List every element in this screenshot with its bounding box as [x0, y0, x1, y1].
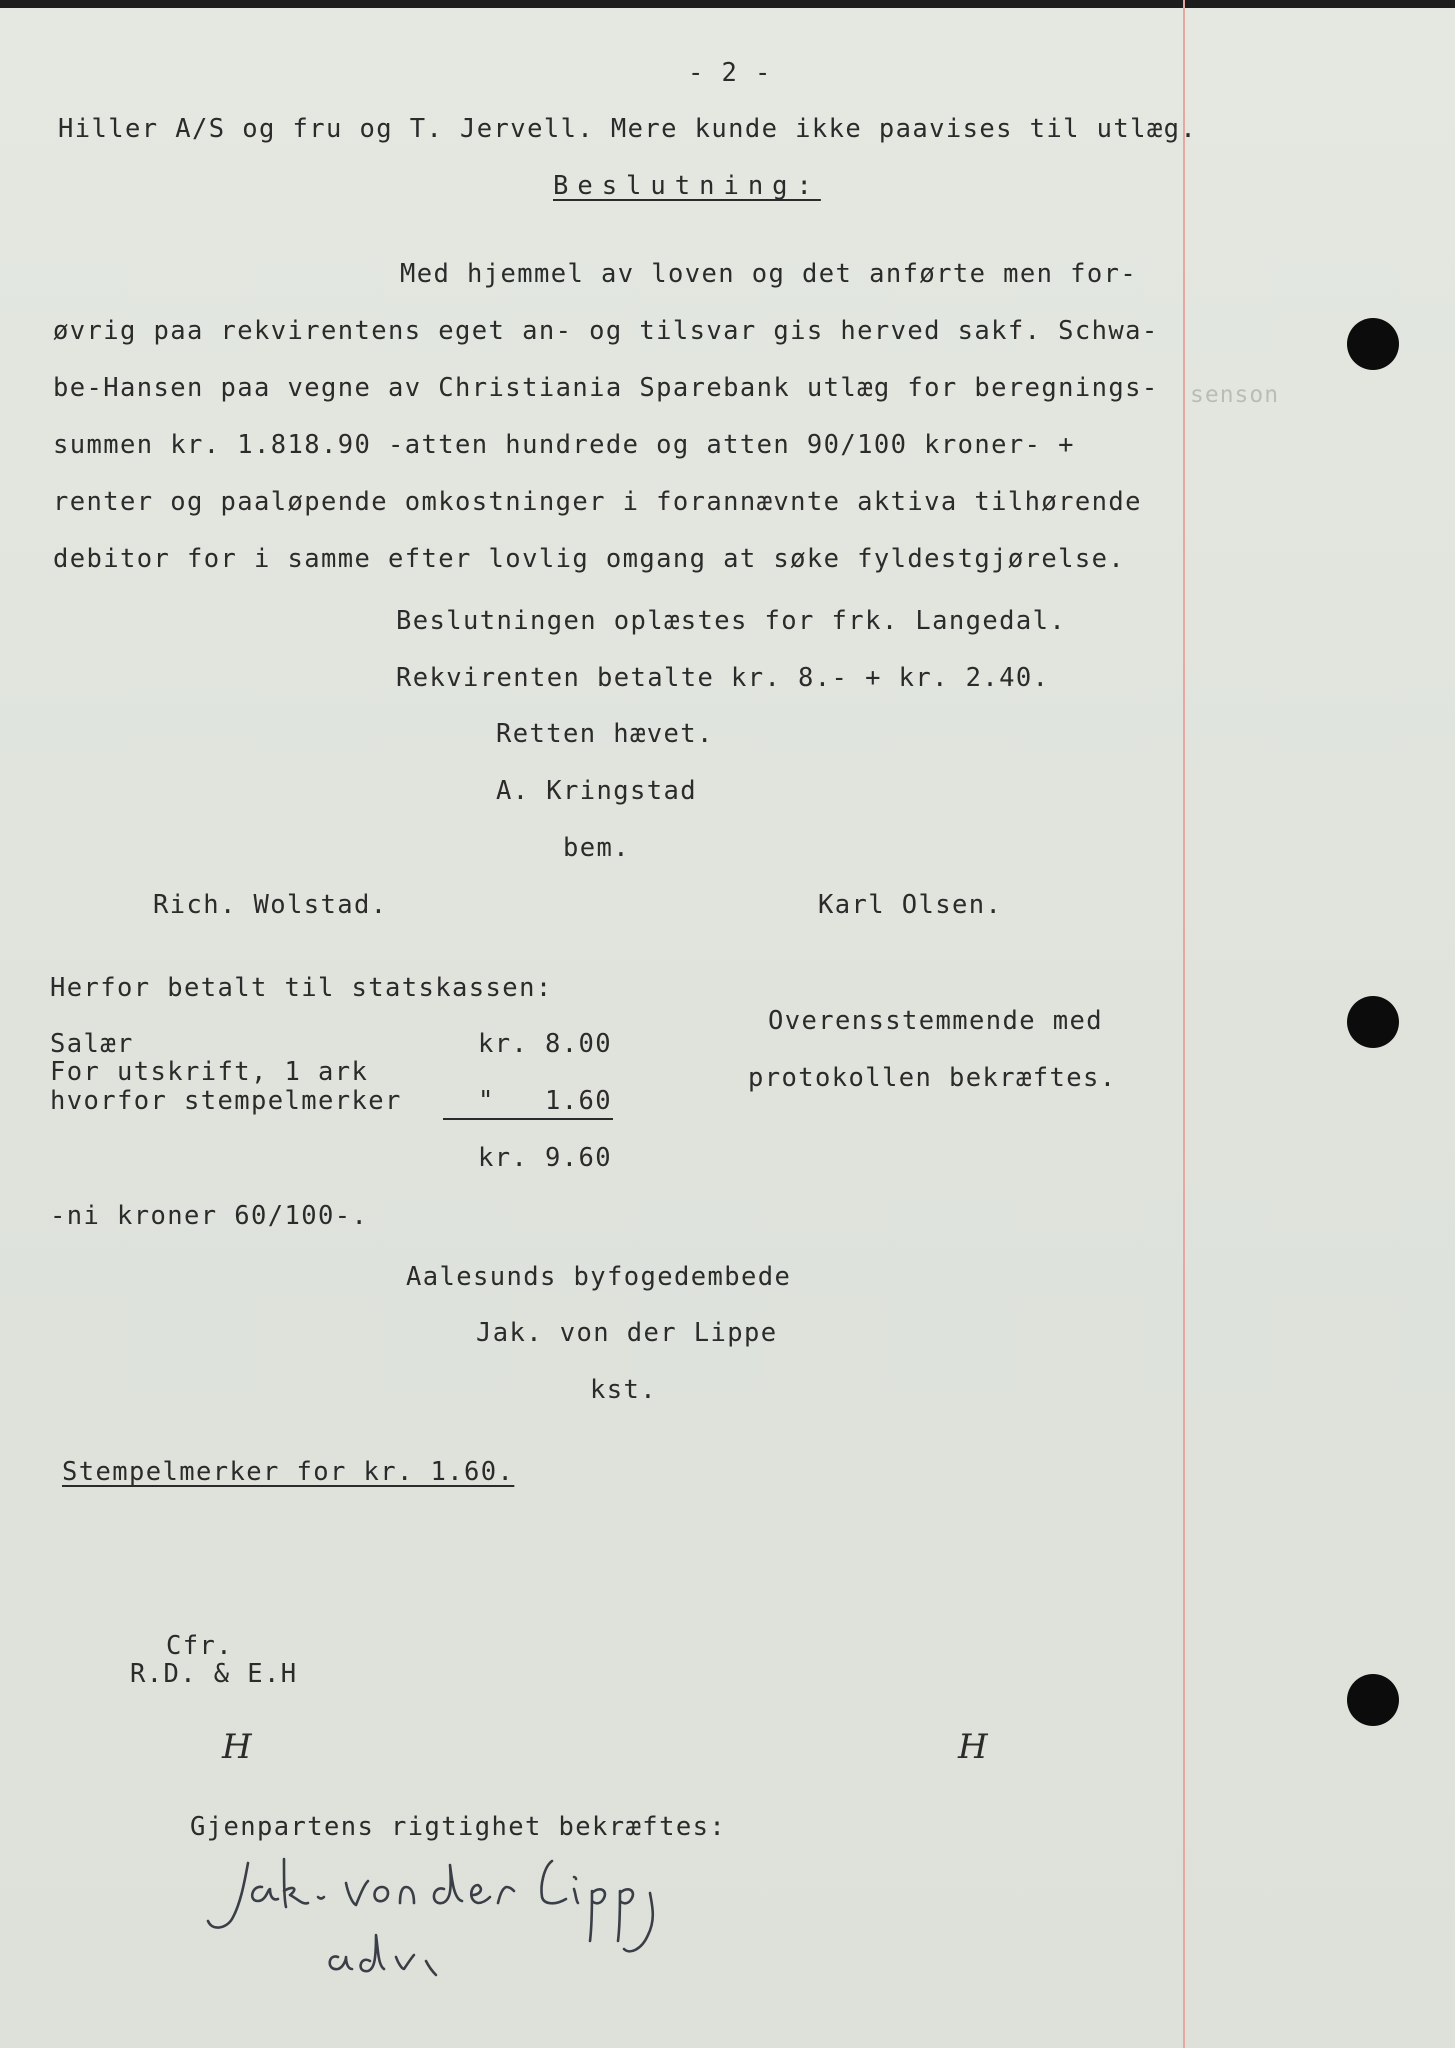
mark-right: H — [958, 1727, 990, 1767]
cfr-label: Cfr. — [166, 1631, 234, 1661]
office-official: Jak. von der Lippe — [476, 1318, 778, 1348]
mark-left: H — [222, 1727, 254, 1767]
fee-label-stamps: hvorfor stempelmerker — [50, 1086, 402, 1116]
resolution-line-3: be-Hansen paa vegne av Christiania Sparebank utlæg for beregnings- — [53, 373, 1159, 403]
fee-amount-salary: kr. 8.00 — [478, 1029, 613, 1059]
line-continuation: Hiller A/S og fru og T. Jervell. Mere kunde ikke paavises til utlæg. — [58, 114, 1198, 144]
bleed-through-text: senson — [1190, 382, 1280, 408]
punch-hole-top — [1347, 318, 1399, 370]
margin-rule — [1183, 0, 1185, 2048]
bem-note: bem. — [563, 833, 631, 863]
fee-label-copy: For utskrift, 1 ark — [50, 1057, 369, 1087]
resolution-line-4: summen kr. 1.818.90 -atten hundrede og atten 90/100 kroner- + — [53, 430, 1075, 460]
payment-line: Rekvirenten betalte kr. 8.- + kr. 2.40. — [396, 663, 1050, 693]
resolution-line-6: debitor for i samme efter lovlig omgang at søke fyldestgjørelse. — [53, 544, 1126, 574]
cfr-initials: R.D. & E.H — [130, 1659, 298, 1689]
resolution-line-1: Med hjemmel av loven og det anførte men for- — [400, 259, 1138, 289]
copy-certification: Gjenpartens rigtighet bekræftes: — [190, 1812, 727, 1842]
certification-line-1: Overensstemmende med — [768, 1006, 1104, 1036]
fee-total: kr. 9.60 — [478, 1143, 613, 1173]
fees-header: Herfor betalt til statskassen: — [50, 973, 553, 1003]
resolution-line-5: renter og paaløpende omkostninger i forannævnte aktiva tilhørende — [53, 487, 1142, 517]
witness-right: Karl Olsen. — [818, 890, 1003, 920]
fee-label-salary: Salær — [50, 1029, 134, 1059]
office-name: Aalesunds byfogedembede — [406, 1262, 792, 1292]
fee-amount-stamps: " 1.60 — [478, 1086, 613, 1116]
sum-rule — [443, 1118, 613, 1120]
scan-edge — [0, 0, 1455, 8]
certification-line-2: protokollen bekræftes. — [748, 1063, 1117, 1093]
office-title: kst. — [590, 1375, 658, 1405]
read-aloud-line: Beslutningen oplæstes for frk. Langedal. — [396, 606, 1067, 636]
stamp-note: Stempelmerker for kr. 1.60. — [62, 1457, 515, 1487]
court-adjourned: Retten hævet. — [496, 719, 714, 749]
section-heading: Beslutning: — [553, 171, 821, 201]
judge-name: A. Kringstad — [496, 776, 698, 806]
page-number: - 2 - — [688, 58, 772, 88]
resolution-line-2: øvrig paa rekvirentens eget an- og tilsvar gis herved sakf. Schwa- — [53, 316, 1159, 346]
handwritten-signature — [200, 1845, 720, 2015]
witness-left: Rich. Wolstad. — [153, 890, 388, 920]
fee-total-words: -ni kroner 60/100-. — [50, 1201, 369, 1231]
punch-hole-bottom — [1347, 1674, 1399, 1726]
punch-hole-middle — [1347, 996, 1399, 1048]
